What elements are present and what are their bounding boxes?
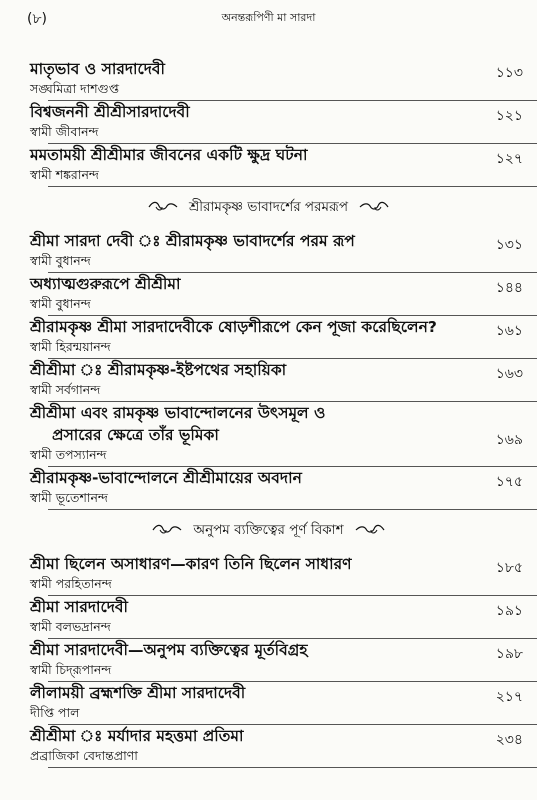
entry-title-continued: প্রসারের ক্ষেত্রে তাঁর ভূমিকা [52, 426, 219, 444]
entry-page-number: ১৬১ [495, 323, 523, 339]
entry-author: স্বামী সর্বগানন্দ [30, 382, 101, 397]
entry-title-text: মমতাময়ী শ্রীশ্রীমার জীবনের একটি ক্ষুদ্র ঘটনা [30, 146, 308, 164]
toc-entry [0, 467, 537, 510]
page-number: (৮) [27, 11, 48, 27]
toc-entry [0, 359, 537, 402]
entry-title [30, 144, 477, 166]
entry-page-number: ১৬৩ [495, 366, 523, 382]
entry-divider [48, 767, 537, 768]
section-heading [0, 196, 537, 218]
entry-group [0, 58, 537, 187]
table-of-contents [0, 58, 537, 768]
entry-page-number: ১৮৫ [495, 560, 523, 576]
entry-title-text: বিশ্বজননী শ্রীশ্রীসারদাদেবী [30, 103, 190, 121]
entry-title-text: শ্রীমা সারদাদেবী [30, 598, 128, 616]
toc-entry [0, 58, 537, 101]
entry-title-text: শ্রীরামকৃষ্ণ শ্রীমা সারদাদেবীকে ষোড়শীরূপে কেন পূজা করেছিলেন? [30, 318, 437, 336]
flourish-ornament-icon [358, 200, 390, 214]
entry-title [30, 58, 477, 80]
page-header [0, 0, 537, 30]
entry-title [30, 316, 477, 338]
entry-page-number: ১৭৫ [495, 474, 523, 490]
entry-page-number: ২১৭ [495, 689, 523, 705]
entry-title-text: শ্রীশ্রীমা ঃ মর্যাদার মহত্তমা প্রতিমা [30, 727, 244, 745]
toc-entry [0, 230, 537, 273]
section-heading [0, 519, 537, 541]
entry-page-number: ১৯১ [495, 603, 523, 619]
entry-page-number: ১২১ [495, 108, 523, 124]
entry-title-text: অধ্যাত্মগুরুরূপে শ্রীশ্রীমা [30, 275, 181, 293]
toc-entry [0, 402, 537, 467]
entry-author: স্বামী জীবানন্দ [30, 124, 99, 139]
section-title: অনুপম ব্যক্তিত্বের পূর্ণ বিকাশ [193, 522, 344, 538]
entry-title-text: শ্রীশ্রীমা এবং রামকৃষ্ণ ভাবান্দোলনের উৎসমূল ও [30, 404, 326, 422]
flourish-ornament-icon [151, 523, 183, 537]
toc-entry [0, 553, 537, 596]
entry-title [30, 553, 477, 575]
entry-title [30, 725, 477, 747]
entry-title [30, 467, 477, 489]
entry-author: স্বামী ভূতেশানন্দ [30, 490, 108, 505]
entry-title [30, 101, 477, 123]
entry-author: স্বামী তপস্যানন্দ [30, 447, 107, 462]
entry-title-text: মাতৃভাব ও সারদাদেবী [30, 60, 165, 78]
toc-entry [0, 596, 537, 639]
book-title: অনন্তরূপিণী মা সারদা [221, 11, 316, 24]
entry-title-text: লীলাময়ী ব্রহ্মশক্তি শ্রীমা সারদাদেবী [30, 684, 246, 702]
entry-page-number: ১৩১ [495, 237, 523, 253]
entry-title [30, 273, 477, 295]
entry-title-text: শ্রীমা সারদা দেবী ঃ শ্রীরামকৃষ্ণ ভাবাদর্শের পরম রূপ [30, 232, 355, 250]
toc-entry [0, 316, 537, 359]
entry-divider [48, 509, 537, 510]
flourish-ornament-icon [147, 200, 179, 214]
entry-title [30, 230, 477, 252]
entry-title [30, 639, 477, 661]
entry-author: প্রব্রাজিকা বেদান্তপ্রাণা [30, 748, 138, 763]
entry-page-number: ১৪৪ [495, 280, 523, 296]
entry-page-number: ১৯৮ [495, 646, 523, 662]
section-title: শ্রীরামকৃষ্ণ ভাবাদর্শের পরমরূপ [188, 199, 349, 215]
entry-author: স্বামী পরহিতানন্দ [30, 576, 112, 591]
toc-entry [0, 144, 537, 187]
toc-entry [0, 101, 537, 144]
entry-title-text: শ্রীমা সারদাদেবী—অনুপম ব্যক্তিত্বের মূর্তবিগ্রহ [30, 641, 308, 659]
entry-title [30, 596, 477, 618]
entry-title-text: শ্রীমা ছিলেন অসাধারণ—কারণ তিনি ছিলেন সাধারণ [30, 555, 352, 573]
entry-page-number: ২৩৪ [495, 732, 523, 748]
entry-page-number: ১২৭ [495, 151, 523, 167]
entry-title [30, 402, 477, 446]
toc-entry [0, 273, 537, 316]
entry-author: স্বামী বুধানন্দ [30, 253, 91, 268]
toc-entry [0, 725, 537, 768]
entry-group [0, 230, 537, 510]
entry-author: স্বামী হিরন্ময়ানন্দ [30, 339, 111, 354]
toc-entry [0, 682, 537, 725]
entry-title [30, 682, 477, 704]
entry-author: স্বামী চিদ্‌রূপানন্দ [30, 662, 112, 677]
flourish-ornament-icon [354, 523, 386, 537]
entry-author: স্বামী বুধানন্দ [30, 296, 91, 311]
entry-page-number: ১১৩ [495, 65, 523, 81]
entry-title-text: শ্রীশ্রীমা ঃ শ্রীরামকৃষ্ণ-ইষ্টপথের সহায়িকা [30, 361, 287, 379]
entry-author: স্বামী বলভদ্রানন্দ [30, 619, 111, 634]
entry-author: দীপ্তি পাল [30, 705, 80, 720]
entry-author: স্বামী শঙ্করানন্দ [30, 167, 99, 182]
entry-title-text: শ্রীরামকৃষ্ণ-ভাবান্দোলনে শ্রীশ্রীমায়ের অবদান [30, 469, 302, 487]
entry-author: সঙ্ঘমিত্রা দাশগুপ্ত [30, 81, 120, 96]
entry-page-number: ১৬৯ [495, 432, 523, 448]
toc-entry [0, 639, 537, 682]
entry-title [30, 359, 477, 381]
entry-divider [48, 186, 537, 187]
entry-group [0, 553, 537, 768]
